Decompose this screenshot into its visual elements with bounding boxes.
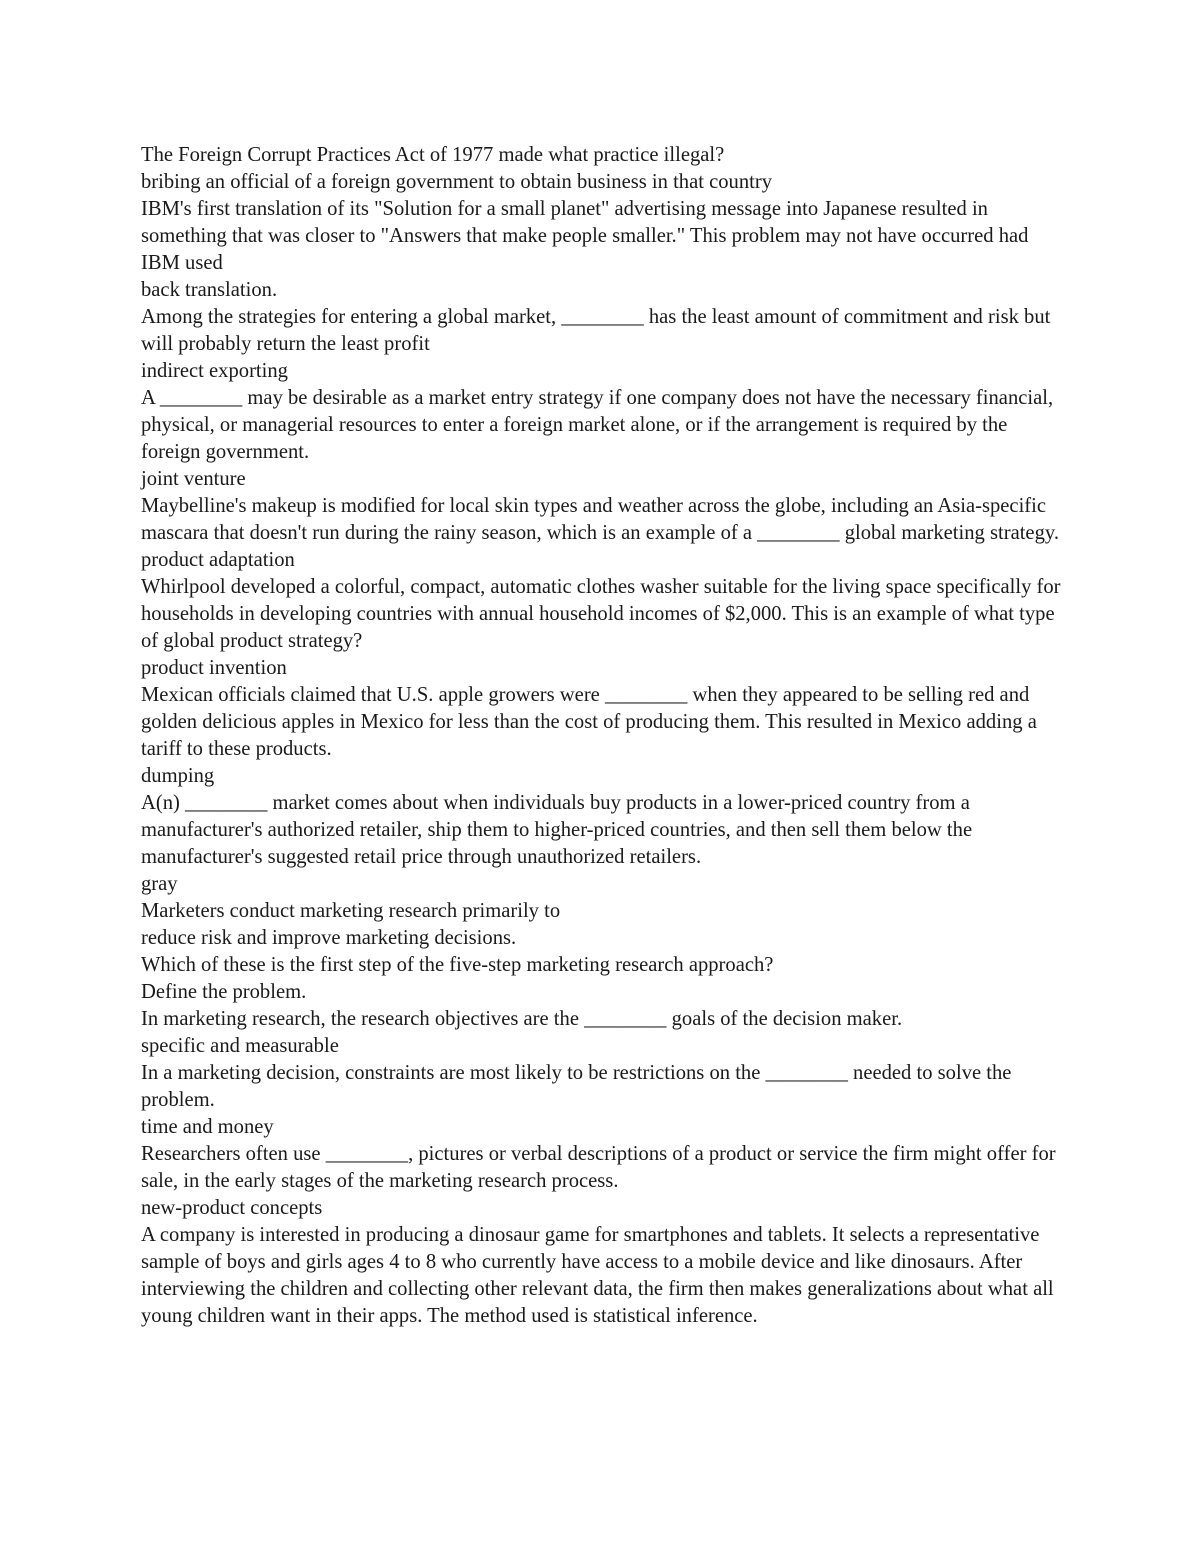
answer-text: specific and measurable <box>141 1035 339 1057</box>
question-text: Researchers often use ________, pictures or verbal descriptions of a product or service the firm might offer for sale, in the early stages of the marketing research process. <box>141 1143 1061 1192</box>
answer-text: product invention <box>141 657 287 679</box>
answer-text: dumping <box>141 765 215 787</box>
answer-text: time and money <box>141 1116 274 1138</box>
question-text: Whirlpool developed a colorful, compact, automatic clothes washer suitable for the living space specifically for households in developing countries with annual household incomes of $2,000. This is an example of what type of global product strategy? <box>141 576 1066 652</box>
question-text: Among the strategies for entering a global market, ________ has the least amount of commitment and risk but will probably return the least profit <box>141 306 1056 355</box>
answer-text: back translation. <box>141 279 278 301</box>
answer-text: product adaptation <box>141 549 295 571</box>
question-text: The Foreign Corrupt Practices Act of 1977 made what practice illegal? <box>141 144 725 166</box>
question-text: In marketing research, the research objectives are the ________ goals of the decision maker. <box>141 1008 903 1030</box>
document-body <box>141 142 1066 1330</box>
question-text: Which of these is the first step of the five-step marketing research approach? <box>141 954 774 976</box>
answer-text: bribing an official of a foreign government to obtain business in that country <box>141 171 773 193</box>
question-text: A company is interested in producing a dinosaur game for smartphones and tablets. It selects a representative sample of boys and girls ages 4 to 8 who currently have access to a mobile device and like dinosaurs. After interviewing the children and collecting other relevant data, the firm then makes generalizations about what all young children want in their apps. The method used is statistical inference. <box>141 1224 1059 1327</box>
answer-text: Define the problem. <box>141 981 307 1003</box>
question-text: A ________ may be desirable as a market entry strategy if one company does not have the necessary financial, physical, or managerial resources to enter a foreign market alone, or if the arrangement is required by the foreign government. <box>141 387 1059 463</box>
answer-text: reduce risk and improve marketing decisions. <box>141 927 517 949</box>
answer-text: new-product concepts <box>141 1197 323 1219</box>
answer-text: indirect exporting <box>141 360 288 382</box>
question-text: Maybelline's makeup is modified for local skin types and weather across the globe, including an Asia-specific mascara that doesn't run during the rainy season, which is an example of a ________ global marketing strategy. <box>141 495 1059 544</box>
question-text: Marketers conduct marketing research primarily to <box>141 900 561 922</box>
question-text: IBM's first translation of its "Solution for a small planet" advertising message into Japanese resulted in something that was closer to "Answers that make people smaller." This problem may not have occurred had IBM used <box>141 198 1034 274</box>
question-text: Mexican officials claimed that U.S. apple growers were ________ when they appeared to be selling red and golden delicious apples in Mexico for less than the cost of producing them. This resulted in Mexico adding a tariff to these products. <box>141 684 1042 760</box>
answer-text: gray <box>141 873 178 895</box>
question-text: A(n) ________ market comes about when individuals buy products in a lower-priced country from a manufacturer's authorized retailer, ship them to higher-priced countries, and then sell them below the manufacturer's suggested retail price through unauthorized retailers. <box>141 792 978 868</box>
question-text: In a marketing decision, constraints are most likely to be restrictions on the ________ needed to solve the problem. <box>141 1062 1017 1111</box>
answer-text: joint venture <box>141 468 246 490</box>
